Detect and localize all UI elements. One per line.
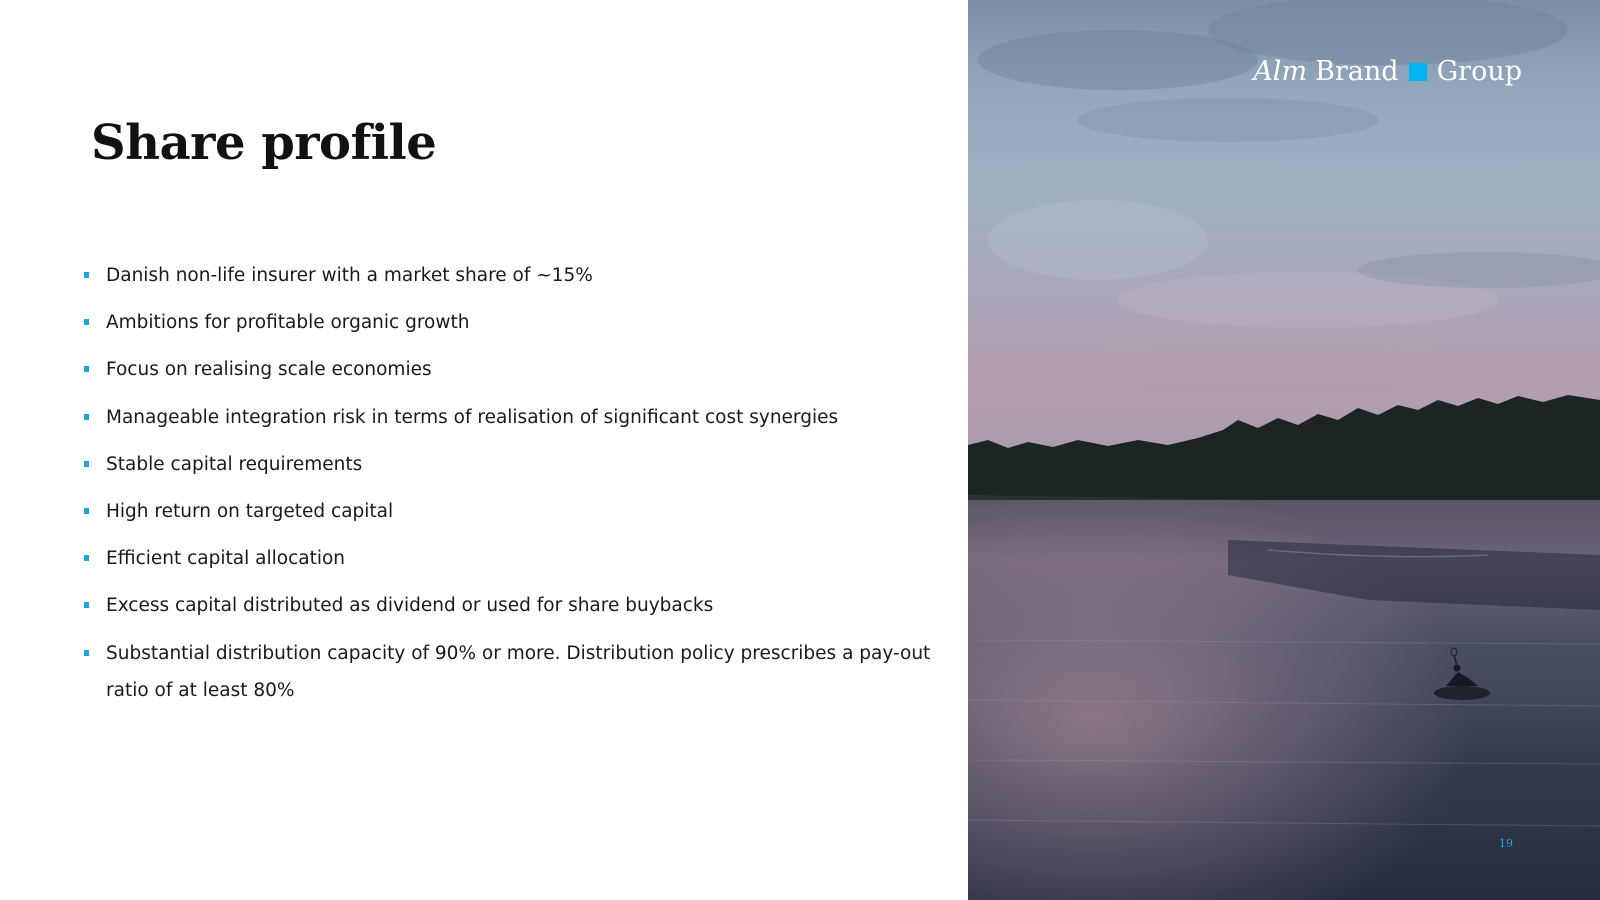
bullet-item [84,351,944,388]
logo-text-alm: Alm [1253,56,1308,87]
bullet-square-icon [84,461,89,467]
bullet-text: Ambitions for profitable organic growth [106,312,470,334]
bullet-text: High return on targeted capital [106,500,394,522]
bullet-square-icon [84,319,89,325]
bullet-item [84,587,944,624]
bullet-item [84,635,944,709]
logo-text-brand: Brand [1315,56,1399,87]
bullet-square-icon [84,366,89,372]
bullet-square-icon [84,508,89,514]
bullet-item [84,493,944,530]
bullet-item [84,304,944,341]
bullet-square-icon [84,650,89,656]
bullet-list [84,257,944,719]
bullet-text: Excess capital distributed as dividend or used for share buybacks [106,595,714,617]
bullet-square-icon [84,272,89,278]
lake-photo-illustration [968,0,1600,900]
bullet-text: Efficient capital allocation [106,548,346,570]
bullet-item [84,446,944,483]
page-number: 19 [1499,837,1513,850]
bullet-text: Stable capital requirements [106,453,363,475]
bullet-square-icon [84,414,89,420]
bullet-text: Manageable integration risk in terms of realisation of significant cost synergies [106,406,839,428]
company-logo [1253,56,1522,87]
bullet-text: Danish non-life insurer with a market share of ~15% [106,265,593,286]
bullet-text: Substantial distribution capacity of 90% or more. Distribution policy prescribes a pay-out ratio of at least 80% [106,642,931,701]
lake-photo [968,0,1600,900]
logo-square-icon [1409,63,1427,81]
bullet-text: Focus on realising scale economies [106,359,432,381]
slide-title: Share profile [91,115,437,171]
bullet-item [84,399,944,436]
bullet-square-icon [84,555,89,561]
bullet-square-icon [84,602,89,608]
bullet-item [84,257,944,294]
logo-text-group: Group [1436,56,1522,87]
bullet-item [84,540,944,577]
